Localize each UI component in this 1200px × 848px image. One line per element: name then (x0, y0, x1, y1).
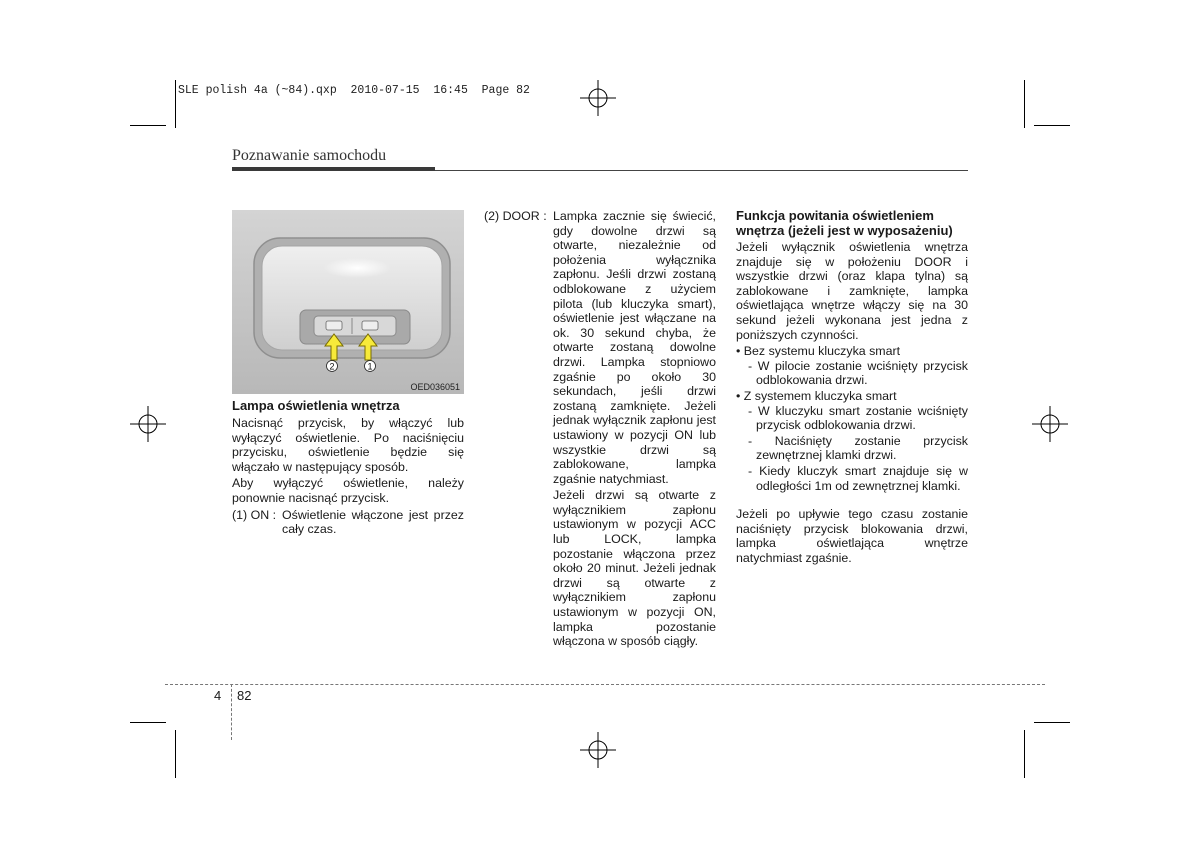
paragraph-line: wszystkie drzwi (oraz klapa tylna) są (736, 269, 968, 284)
paragraph-line: lampka oświetlająca wnętrze (736, 536, 968, 551)
door-text-line: wyłącznikiem zapłonu (553, 590, 716, 605)
paragraph-line: oświetlająca wnętrze włączy się na 30 (736, 298, 968, 313)
on-label: (1) ON : (232, 507, 277, 522)
crop-mark (130, 125, 166, 126)
callout-1: 1 (367, 361, 373, 372)
column-1 (232, 398, 464, 537)
door-text-line: otwarte zostaną dowolne (553, 340, 716, 355)
door-text-line: zostaną zamknięte. Jeżeli (553, 398, 716, 413)
paragraph-line: przycisku, oświetlenie będzie się (232, 445, 464, 460)
door-text-line: wyłącznikiem zapłonu (553, 502, 716, 517)
column-3 (736, 208, 968, 565)
door-text-line: ok. 30 sekund chyba, że (553, 325, 716, 340)
print-slug: SLE polish 4a (~84).qxp 2010-07-15 16:45 Page 82 (178, 84, 530, 97)
door-text-line: położenia wyłącznika (553, 252, 716, 267)
paragraph-line: naciśnięty przycisk blokowania drzwi, (736, 521, 968, 536)
crop-mark (175, 80, 176, 128)
page-number: 82 (237, 688, 252, 703)
paragraph-line: ponownie nacisnąć przycisk. (232, 490, 390, 505)
sub-item-line: odległości 1m od zewnętrznej klamki. (756, 478, 961, 493)
door-label: (2) DOOR : (484, 209, 547, 223)
door-text-line: około 20 minut. Jeżeli jednak (553, 561, 716, 576)
door-text-2 (553, 488, 716, 649)
bullet-smart-key: • Z systemem kluczyka smart (736, 388, 897, 403)
paragraph-line: Nacisnąć przycisk, by włączyć lub (232, 416, 464, 430)
door-text-line: oświetlenie jest włączane na (553, 311, 716, 326)
paragraph-line: znajduje się w położeniu DOOR i (736, 254, 968, 269)
sub-item-line: odblokowania drzwi. (756, 373, 868, 388)
door-text-line: odblokowane z użyciem (553, 281, 716, 296)
paragraph-line: włączało w następujący sposób. (232, 459, 409, 474)
chapter-number: 4 (214, 688, 222, 703)
door-text-line: drzwi. Lampka stopniowo (553, 354, 716, 369)
door-item (484, 209, 716, 486)
door-text-line: włączona w sposób ciągły. (553, 634, 699, 649)
paragraph-line: zablokowane i zamknięte, lampka (736, 283, 968, 298)
door-text-line: zablokowane, lampka (553, 457, 716, 472)
sub-item-line: - Kiedy kluczyk smart znajduje się w (748, 463, 968, 478)
footer-rule (165, 684, 1045, 685)
on-item (232, 508, 464, 537)
door-text-line: ustawionym w pozycji ON, (553, 605, 716, 620)
heading-interior-lamp: Lampa oświetlenia wnętrza (232, 398, 400, 413)
sub-item-line: - W kluczyku smart zostanie wciśnięty (748, 403, 968, 418)
paragraph-line: sekund jeżeli wykonana jest jedna z (736, 312, 968, 327)
section-title: Poznawanie samochodu (232, 147, 387, 164)
registration-mark-icon (128, 404, 168, 444)
door-text-line: Jeżeli drzwi są otwarte z (553, 488, 716, 503)
door-text-line: ustawionym w pozycji ACC (553, 517, 716, 532)
door-text-line: otwarte, niezależnie od (553, 238, 716, 253)
door-text-line: jednak wyłącznik zapłonu jest (553, 413, 716, 428)
paragraph-line: wyłączyć oświetlenie. Po naciśnięciu (232, 430, 464, 445)
door-text-line: zapłonu. Jeśli drzwi zostaną (553, 267, 716, 282)
door-text-line: Lampka zacznie się świecić, (553, 209, 716, 223)
door-text-line: ustawiony w pozycji ON lub (553, 427, 716, 442)
on-text-line: cały czas. (282, 522, 337, 537)
paragraph-line: Aby wyłączyć oświetlenie, należy (232, 476, 464, 491)
callout-2: 2 (329, 361, 335, 372)
door-text-line: pilota (lub kluczyka smart), (553, 296, 716, 311)
door-text-line: wszystkie drzwi są (553, 442, 716, 457)
sub-item-line: - W pilocie zostanie wciśnięty przycisk (748, 358, 968, 373)
crop-mark (1024, 730, 1025, 778)
interior-lamp-illustration (232, 210, 464, 394)
heading-welcome-light: Funkcja powitania oświetleniem (736, 208, 934, 223)
on-text-line: Oświetlenie włączone jest przez (282, 507, 464, 522)
paragraph-line: poniższych czynności. (736, 327, 859, 342)
crop-mark (130, 722, 166, 723)
door-text-line: drzwi są otwarte z (553, 575, 716, 590)
sub-item-line: zewnętrznej klamki drzwi. (756, 448, 897, 463)
crop-mark (1034, 722, 1070, 723)
door-text-line: lub LOCK, lampka (553, 532, 716, 547)
paragraph-line: Jeżeli po upływie tego czasu zostanie (736, 507, 968, 522)
heading-welcome-light-2: wnętrza (jeżeli jest w wyposażeniu) (736, 223, 953, 238)
crop-mark (175, 730, 176, 778)
door-item-continued (484, 488, 716, 649)
door-text (553, 209, 716, 486)
door-text-line: gdy dowolne drzwi są (553, 223, 716, 238)
door-text-line: lampka pozostanie (553, 619, 716, 634)
title-bar (232, 167, 435, 171)
sub-item-line: - Naciśnięty zostanie przycisk (748, 433, 968, 448)
title-rule (435, 170, 968, 171)
door-text-line: zgaśnie natychmiast. (553, 471, 669, 486)
bullet-no-smart-key: • Bez systemu kluczyka smart (736, 344, 901, 359)
door-text-line: sekundach, jeśli drzwi (553, 384, 716, 399)
crop-mark (1024, 80, 1025, 128)
registration-mark-icon (578, 730, 618, 770)
paragraph-line: natychmiast zgaśnie. (736, 550, 852, 565)
column-2 (484, 209, 716, 649)
figure-code: OED036051 (410, 382, 460, 392)
interior-lamp-figure (232, 210, 464, 394)
footer-divider (231, 684, 232, 740)
sub-item-line: przycisk odblokowania drzwi. (756, 418, 916, 433)
paragraph-line: Jeżeli wyłącznik oświetlenia wnętrza (736, 240, 968, 254)
door-text-line: pozostanie włączona przez (553, 546, 716, 561)
registration-mark-icon (578, 78, 618, 118)
crop-mark (1034, 125, 1070, 126)
registration-mark-icon (1030, 404, 1070, 444)
door-text-line: zgaśnie po około 30 (553, 369, 716, 384)
